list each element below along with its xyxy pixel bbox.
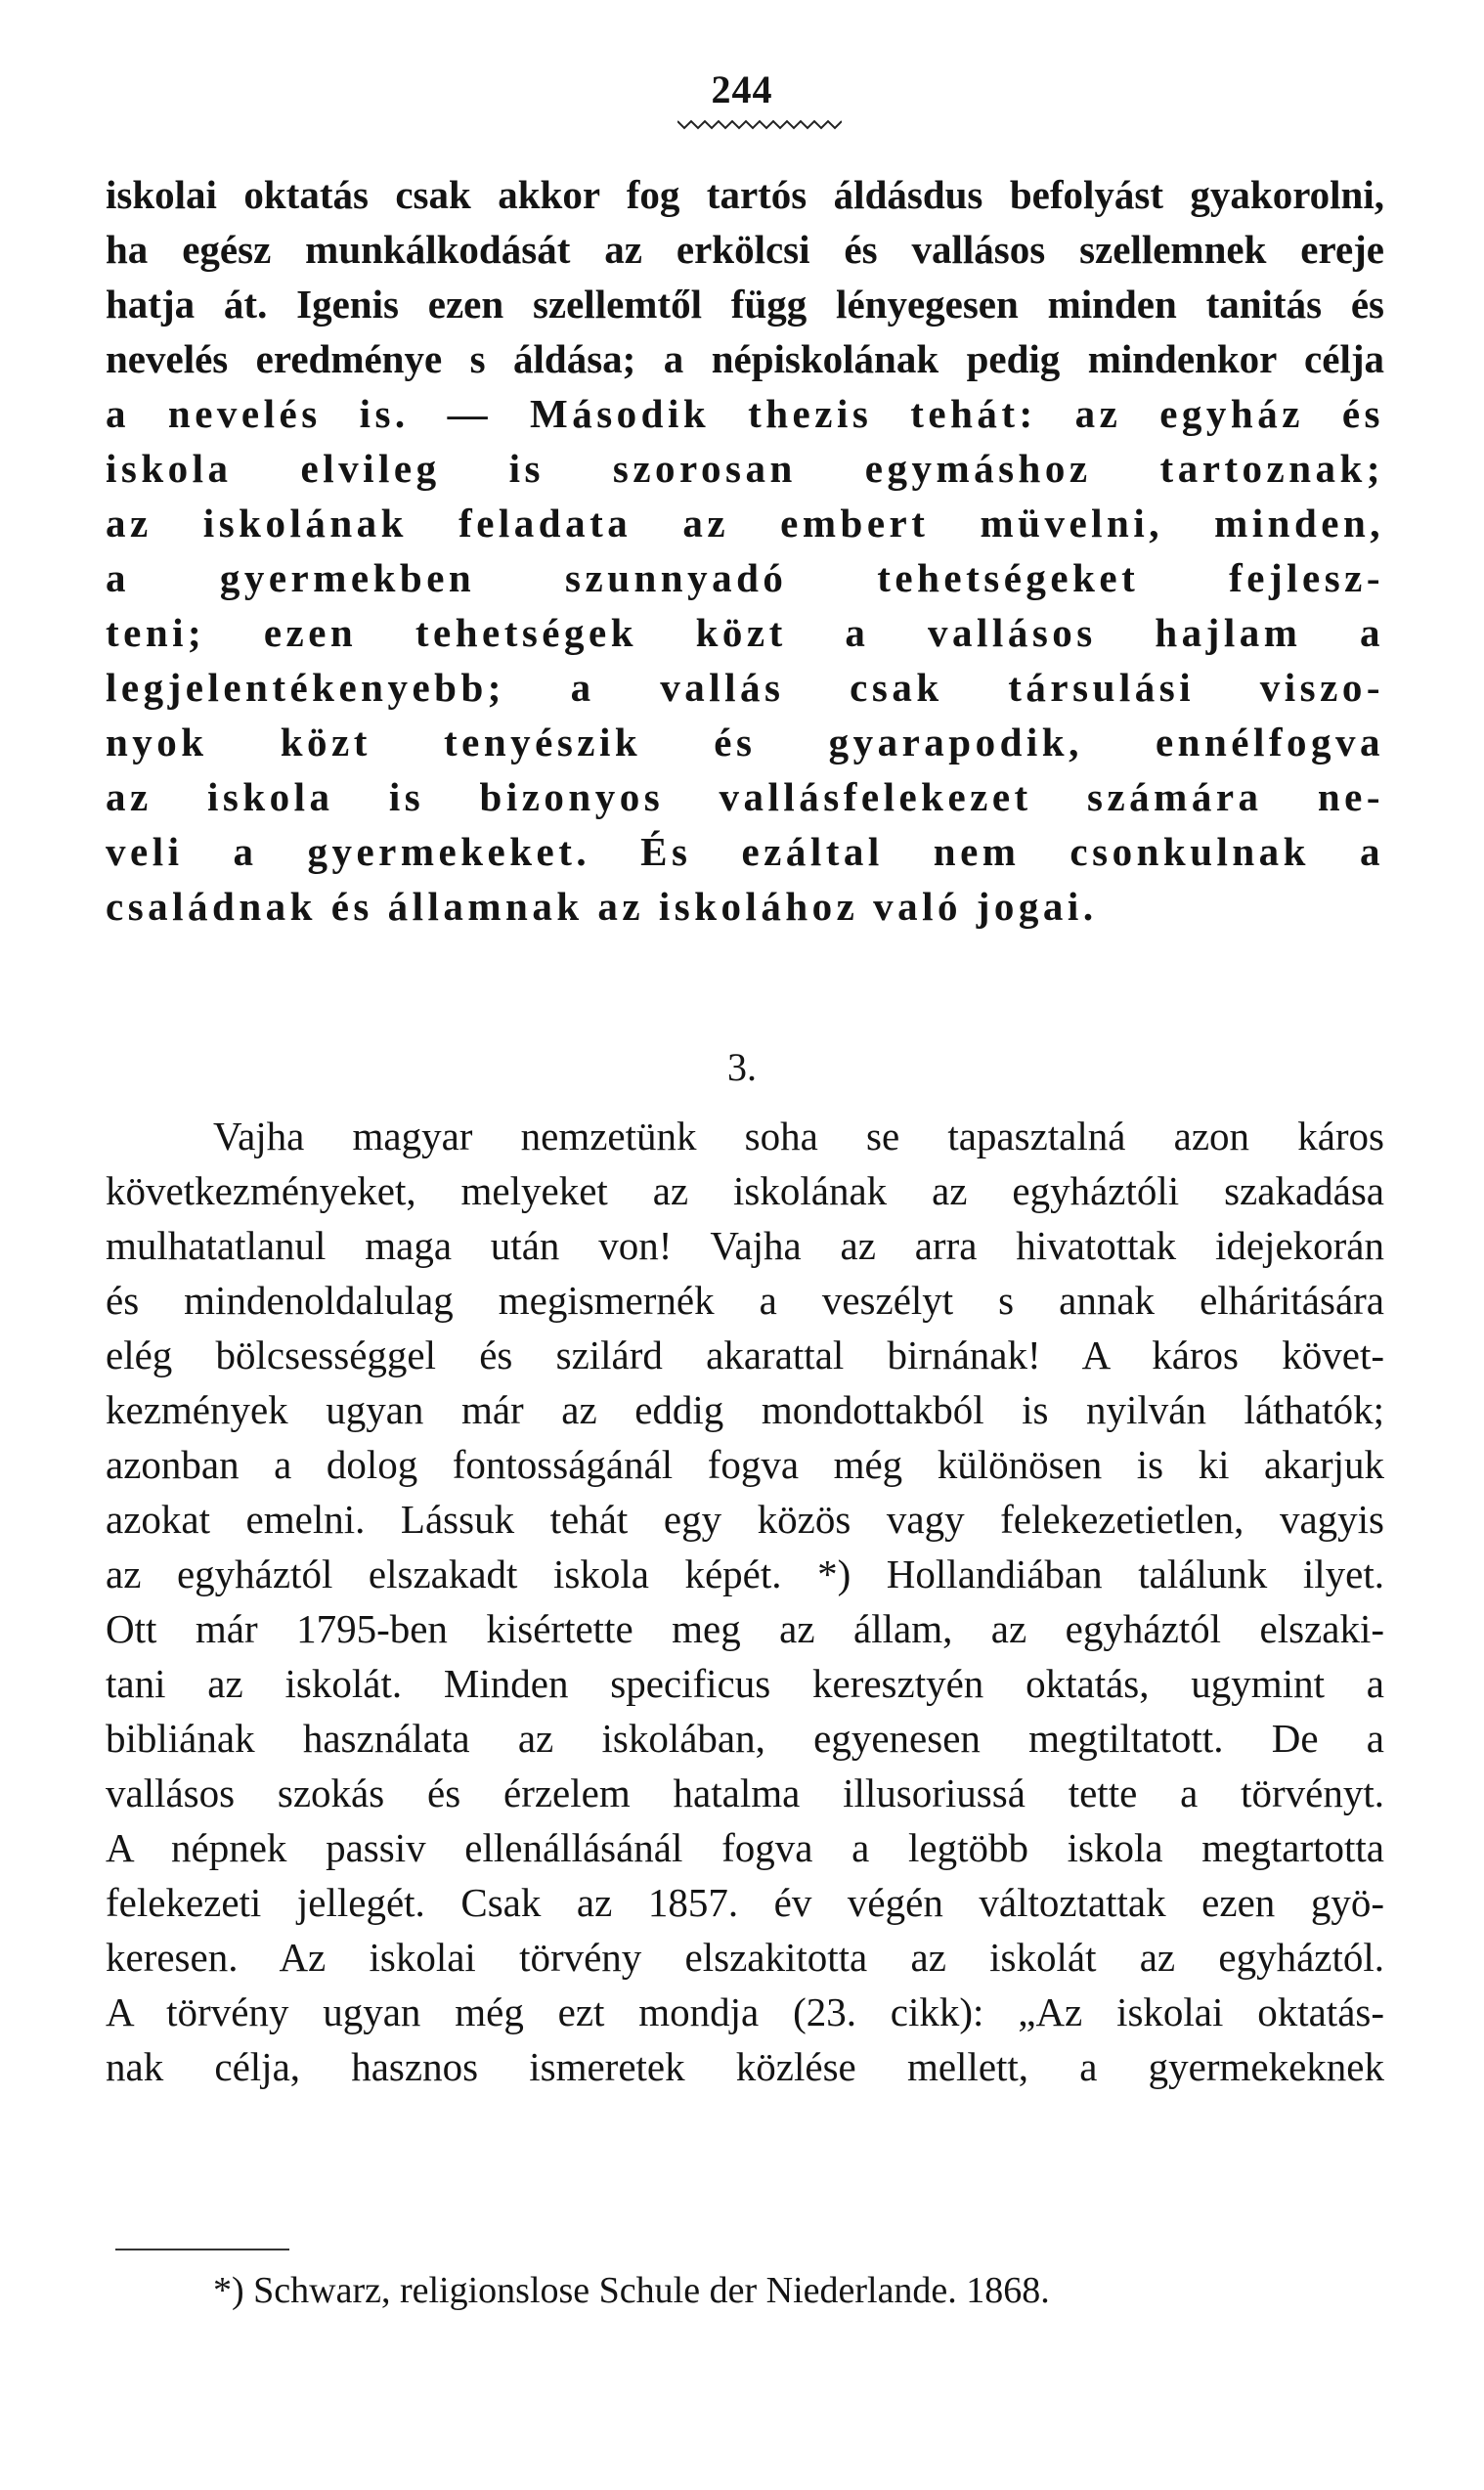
text-line: bibliának használata az iskolában, egyenesen megtiltatott. De a <box>106 1716 1384 1761</box>
text-line: iskolai oktatás csak akkor fog tartós áldásdus befolyást gyakorolni, <box>106 172 1384 217</box>
paragraph-consequences <box>106 1109 1384 2094</box>
page-number: 244 <box>711 67 773 111</box>
text-line: következményeket, melyeket az iskolának az egyháztóli szakadása <box>106 1168 1384 1213</box>
paragraph-thesis <box>106 167 1384 934</box>
text-line: Vajha magyar nemzetünk soha se tapasztalná azon káros <box>213 1114 1384 1158</box>
text-line: nevelés eredménye s áldása; a népiskolának pedig mindenkor célja <box>106 336 1384 381</box>
text-line: hatja át. Igenis ezen szellemtől függ lényegesen minden tanitás és <box>106 282 1384 327</box>
text-line: a gyermekben szunnyadó tehetségeket fejlesz- <box>106 555 1384 600</box>
text-line: azonban a dolog fontosságánál fogva még különösen is ki akarjuk <box>106 1442 1384 1487</box>
text-line: az iskolának feladata az embert müvelni, minden, <box>106 501 1384 546</box>
text-line: és mindenoldalulag megismernék a veszélyt s annak elháritására <box>106 1278 1384 1323</box>
text-line: felekezeti jellegét. Csak az 1857. év végén változtattak ezen gyö- <box>106 1880 1384 1925</box>
text-line: a nevelés is. — Második thezis tehát: az egyház és <box>106 391 1384 436</box>
text-line: veli a gyermekeket. És ezáltal nem csonkulnak a <box>106 829 1384 874</box>
section-number: 3. <box>727 1045 757 1089</box>
text-line: elég bölcsességgel és szilárd akarattal birnának! A káros követ- <box>106 1332 1384 1377</box>
text-line: vallásos szokás és érzelem hatalma illusoriussá tette a törvényt. <box>106 1770 1384 1815</box>
footnote: *) Schwarz, religionslose Schule der Niederlande. 1868. <box>213 2270 1050 2311</box>
text-line: A törvény ugyan még ezt mondja (23. cikk): „Az iskolai oktatás- <box>106 1989 1384 2034</box>
footnote-divider <box>115 2249 289 2250</box>
text-line: ha egész munkálkodását az erkölcsi és vallásos szellemnek ereje <box>106 227 1384 272</box>
ornament-wavy-rule <box>677 117 842 131</box>
text-line: nak célja, hasznos ismeretek közlése mellett, a gyermekeknek <box>106 2044 1384 2089</box>
text-line: családnak és államnak az iskolához való jogai. <box>106 884 1098 929</box>
text-line: tani az iskolát. Minden specificus keresztyén oktatás, ugymint a <box>106 1661 1384 1706</box>
text-line: keresen. Az iskolai törvény elszakitotta az iskolát az egyháztól. <box>106 1935 1384 1980</box>
text-line: iskola elvileg is szorosan egymáshoz tartoznak; <box>106 446 1384 491</box>
text-line: nyok közt tenyészik és gyarapodik, ennélfogva <box>106 720 1384 764</box>
text-line: teni; ezen tehetségek közt a vallásos hajlam a <box>106 610 1384 655</box>
text-line: kezmények ugyan már az eddig mondottakból is nyilván láthatók; <box>106 1387 1384 1432</box>
text-line: az egyháztól elszakadt iskola képét. *) Hollandiában találunk ilyet. <box>106 1551 1384 1596</box>
text-line: azokat emelni. Lássuk tehát egy közös vagy felekezetietlen, vagyis <box>106 1497 1384 1542</box>
text-line: mulhatatlanul maga után von! Vajha az arra hivatottak idejekorán <box>106 1223 1384 1268</box>
text-line: Ott már 1795-ben kisértette meg az állam, az egyháztól elszaki- <box>106 1606 1384 1651</box>
text-line: az iskola is bizonyos vallásfelekezet számára ne- <box>106 774 1384 819</box>
text-line: A népnek passiv ellenállásánál fogva a legtöbb iskola megtartotta <box>106 1825 1384 1870</box>
text-line: legjelentékenyebb; a vallás csak társulási viszo- <box>106 665 1384 710</box>
